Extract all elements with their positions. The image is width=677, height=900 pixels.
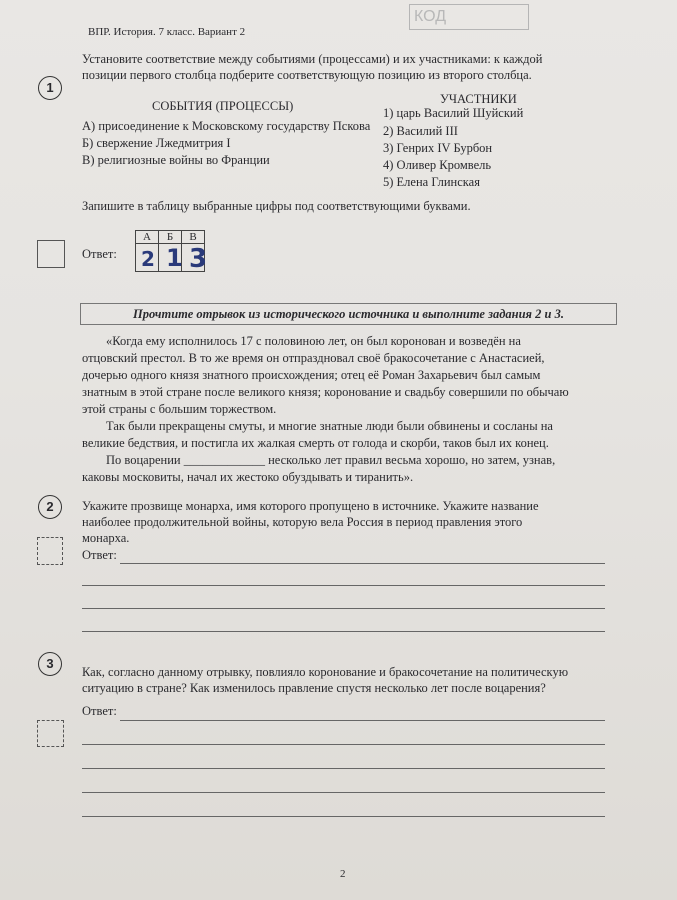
handwritten-answer-b: 1 xyxy=(166,244,183,272)
source-p1-l3: дочерью одного князя знатного происхождения; отец её Роман Захарьевич был самым xyxy=(82,368,541,382)
task2-answer-line-3[interactable] xyxy=(82,608,605,609)
handwritten-answer-c: 3 xyxy=(189,244,208,274)
source-p3-l2: каковы московиты, начал их жестоко обуздывать и тиранить». xyxy=(82,470,414,484)
source-p3-l1: По воцарении _____________ несколько лет правил весьма хорошо, но затем, узнав, xyxy=(106,453,556,467)
event-a: А) присоединение к Московскому государству Пскова xyxy=(82,119,371,133)
task3-line1: Как, согласно данному отрывку, повлияло коронование и бракосочетание на политическую xyxy=(82,665,569,679)
task2-answer-line-2[interactable] xyxy=(82,585,605,586)
source-p2-l1: Так были прекращены смуты, и многие знатные люди были обвинены и сосланы на xyxy=(106,419,553,433)
task1-answer-label: Ответ: xyxy=(82,247,117,261)
task2-line1: Укажите прозвище монарха, имя которого пропущено в источнике. Укажите название xyxy=(82,499,539,513)
task2-score-box xyxy=(37,537,63,565)
event-c: В) религиозные войны во Франции xyxy=(82,153,270,167)
source-p1-l4: знатным в этой стране после великого князя; коронование и свадьбу совершили по обычаю xyxy=(82,385,569,399)
task2-answer-line-1[interactable] xyxy=(120,563,605,564)
task3-answer-line-2[interactable] xyxy=(82,744,605,745)
task1-instruction-line2: позиции первого столбца подберите соответствующую позицию из второго столбца. xyxy=(82,68,532,82)
header-title: ВПР. История. 7 класс. Вариант 2 xyxy=(88,26,246,38)
task2-answer-line-4[interactable] xyxy=(82,631,605,632)
task3-answer-line-1[interactable] xyxy=(120,720,605,721)
task3-answer-line-5[interactable] xyxy=(82,816,605,817)
source-p1-l5: этой страны с большим торжеством. xyxy=(82,402,277,416)
task2-number: 2 xyxy=(38,495,62,519)
task1-number: 1 xyxy=(38,76,62,100)
participant-5: 5) Елена Глинская xyxy=(383,175,480,189)
answer-header-a: А xyxy=(136,231,159,244)
source-p1-l2: отцовский престол. В то же время он отпраздновал своё бракосочетание с Анастасией, xyxy=(82,351,545,365)
task3-line2: ситуацию в стране? Как изменилось правление спустя несколько лет после воцарения? xyxy=(82,681,546,695)
task3-answer-line-3[interactable] xyxy=(82,768,605,769)
write-in-instruction: Запишите в таблицу выбранные цифры под соответствующими буквами. xyxy=(82,199,471,213)
answer-header-c: В xyxy=(182,231,205,244)
source-p2-l2: великие бедствия, и постигла их жалкая смерть от голода и скорби, таков был их конец. xyxy=(82,436,549,450)
task1-instruction-line1: Установите соответствие между событиями (процессами) и их участниками: к каждой xyxy=(82,52,543,66)
task1-score-box xyxy=(37,240,65,268)
participant-3: 3) Генрих IV Бурбон xyxy=(383,141,493,155)
task2-line2: наиболее продолжительной войны, которую вела Россия в период правления этого xyxy=(82,515,523,529)
task3-score-box xyxy=(37,720,64,747)
task2-answer-label: Ответ: xyxy=(82,548,117,562)
source-p1-l1: «Когда ему исполнилось 17 с половиною лет, он был коронован и возведён на xyxy=(106,334,521,348)
events-column-title: СОБЫТИЯ (ПРОЦЕССЫ) xyxy=(152,99,294,113)
answer-header-b: Б xyxy=(159,231,182,244)
task3-answer-line-4[interactable] xyxy=(82,792,605,793)
participants-column-title: УЧАСТНИКИ xyxy=(440,92,517,106)
task3-answer-label: Ответ: xyxy=(82,704,117,718)
task2-line3: монарха. xyxy=(82,531,130,545)
participant-4: 4) Оливер Кромвель xyxy=(383,158,492,172)
participant-1: 1) царь Василий Шуйский xyxy=(383,106,524,120)
code-box: КОД xyxy=(409,4,529,30)
task3-number: 3 xyxy=(38,652,62,676)
source-instruction-banner: Прочтите отрывок из исторического источника и выполните задания 2 и 3. xyxy=(80,303,617,325)
handwritten-answer-a: 2 xyxy=(141,247,155,271)
page-number: 2 xyxy=(340,868,346,880)
participant-2: 2) Василий III xyxy=(383,124,458,138)
event-b: Б) свержение Лжедмитрия I xyxy=(82,136,231,150)
